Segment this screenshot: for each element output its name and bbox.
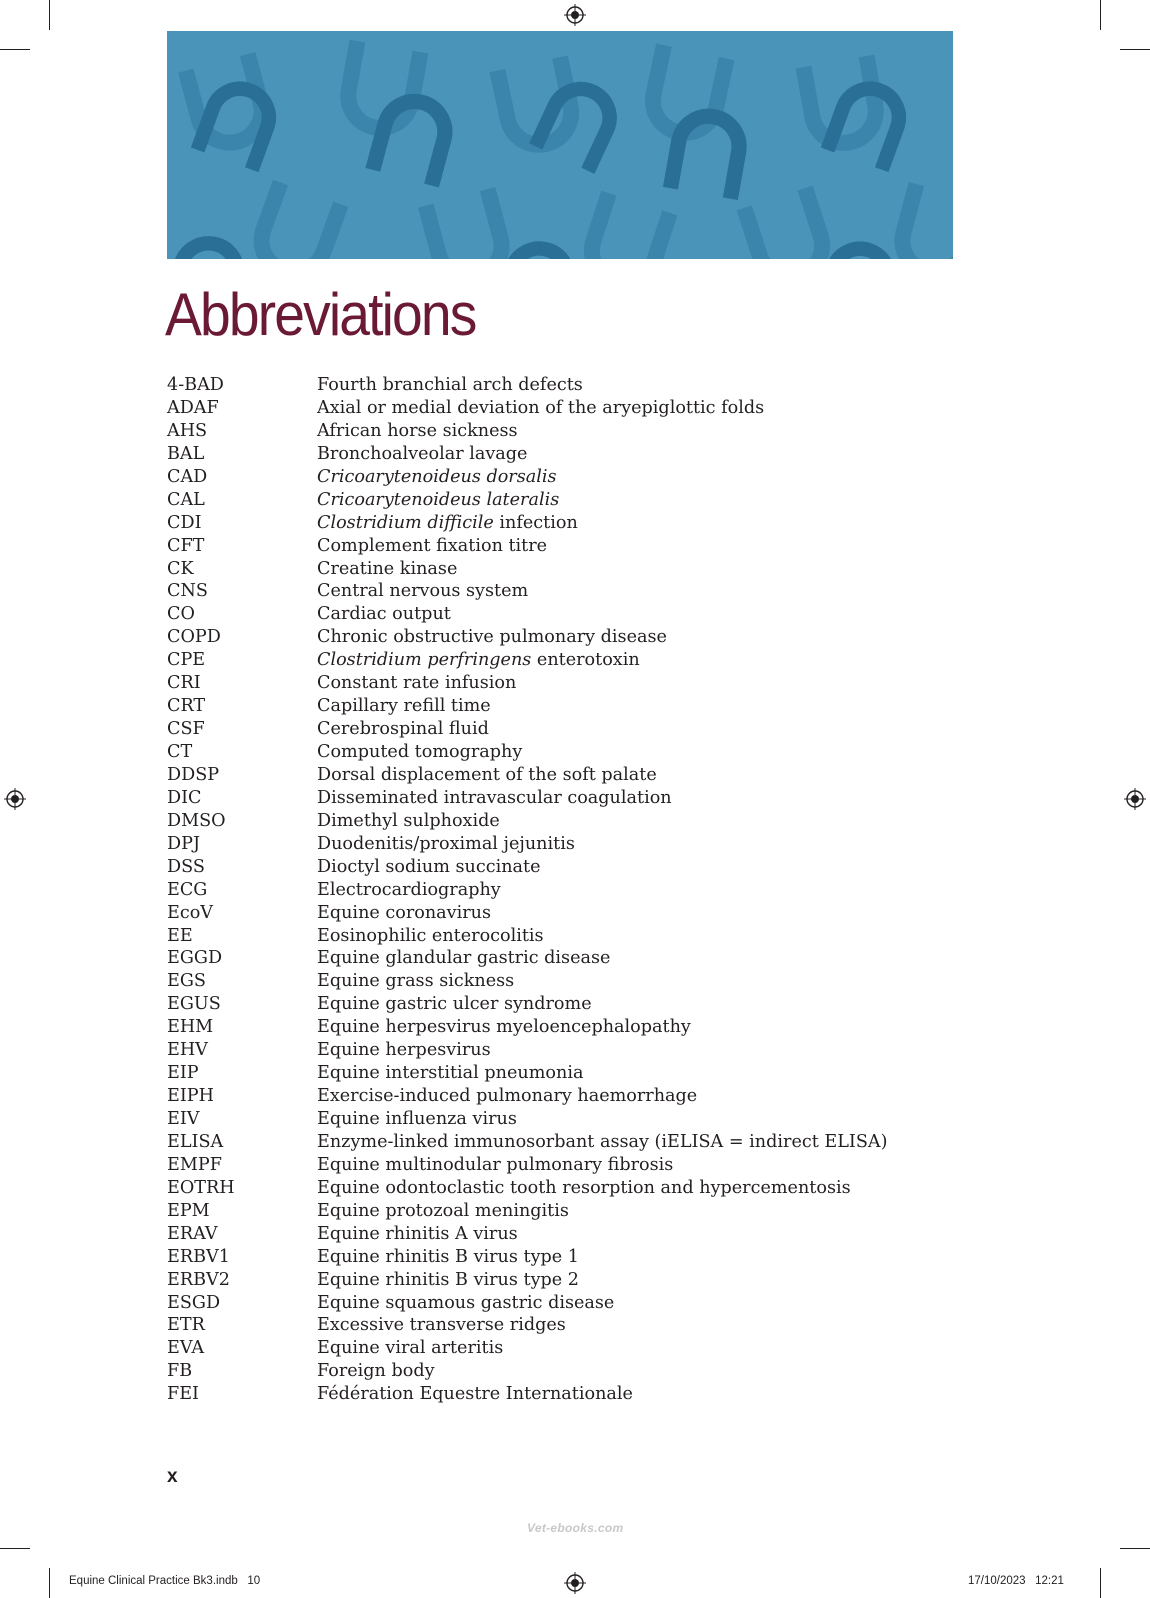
crop-mark xyxy=(49,0,50,30)
abbreviation-term: ERBV2 xyxy=(167,1269,230,1290)
abbreviation-term: DPJ xyxy=(167,833,200,854)
abbreviation-definition-text: Central nervous system xyxy=(317,581,529,602)
abbreviation-row xyxy=(167,1154,967,1177)
abbreviation-row xyxy=(167,1246,967,1269)
abbreviation-term: EIP xyxy=(167,1063,199,1084)
abbreviation-definition xyxy=(317,1108,967,1131)
abbreviation-definition xyxy=(317,1039,967,1062)
abbreviation-definition-text: Electrocardiography xyxy=(317,879,501,900)
abbreviation-row xyxy=(167,1223,967,1246)
slug-file-name: Equine Clinical Practice Bk3.indb 10 xyxy=(69,1575,261,1587)
abbreviation-term: CNS xyxy=(167,581,208,602)
abbreviation-definition-text: Enzyme-linked immunosorbant assay (iELISA = indirect ELISA) xyxy=(317,1131,888,1152)
abbreviation-row xyxy=(167,947,967,970)
abbreviation-definition xyxy=(317,374,967,397)
abbreviation-row xyxy=(167,718,967,741)
abbreviation-term: EVA xyxy=(167,1338,205,1359)
abbreviation-definition-text: Cardiac output xyxy=(317,604,451,625)
horseshoe-pattern-icon xyxy=(167,31,953,259)
abbreviation-row xyxy=(167,466,967,489)
abbreviation-row xyxy=(167,741,967,764)
abbreviation-row xyxy=(167,420,967,443)
abbreviation-definition xyxy=(317,466,967,489)
abbreviation-term: EcoV xyxy=(167,902,213,923)
abbreviation-term: FEI xyxy=(167,1384,200,1405)
abbreviation-definition-text: Dimethyl sulphoxide xyxy=(317,810,500,831)
abbreviation-term: CRT xyxy=(167,696,206,717)
abbreviation-definition xyxy=(317,1246,967,1269)
abbreviation-definition-text: Bronchoalveolar lavage xyxy=(317,443,528,464)
abbreviation-definition xyxy=(317,741,967,764)
abbreviation-definition-text: Equine rhinitis A virus xyxy=(317,1223,518,1244)
abbreviation-definition xyxy=(317,787,967,810)
abbreviation-definition-text: Equine rhinitis B virus type 1 xyxy=(317,1246,579,1267)
abbreviation-row xyxy=(167,1108,967,1131)
abbreviation-definition-text: Equine protozoal meningitis xyxy=(317,1200,569,1221)
abbreviation-row xyxy=(167,1200,967,1223)
abbreviation-row xyxy=(167,1177,967,1200)
abbreviation-definition xyxy=(317,626,967,649)
abbreviation-definition-text: Capillary refill time xyxy=(317,696,491,717)
abbreviation-definition xyxy=(317,970,967,993)
abbreviation-row xyxy=(167,810,967,833)
abbreviation-term: CFT xyxy=(167,535,205,556)
abbreviation-definition-text: Computed tomography xyxy=(317,742,523,762)
abbreviation-definition xyxy=(317,512,967,535)
abbreviation-term: CPE xyxy=(167,650,206,671)
abbreviation-definition xyxy=(317,443,967,466)
abbreviation-row xyxy=(167,787,967,810)
crop-mark xyxy=(1100,1568,1101,1598)
abbreviation-row xyxy=(167,489,967,512)
abbreviation-definition-text: Axial or medial deviation of the aryepiglottic folds xyxy=(317,397,765,418)
abbreviation-definition-text: African horse sickness xyxy=(317,420,518,441)
abbreviation-row xyxy=(167,672,967,695)
abbreviation-term: FB xyxy=(167,1361,193,1382)
abbreviation-term: EIV xyxy=(167,1109,200,1129)
abbreviation-definition-text: Equine multinodular pulmonary fibrosis xyxy=(317,1154,674,1175)
abbreviation-row xyxy=(167,764,967,787)
abbreviation-term: 4-BAD xyxy=(167,375,224,395)
registration-mark-icon xyxy=(4,788,26,810)
abbreviation-term: CAL xyxy=(167,489,205,510)
abbreviation-row xyxy=(167,535,967,558)
abbreviation-term: EHM xyxy=(167,1017,214,1038)
abbreviation-definition xyxy=(317,1177,967,1200)
abbreviation-definition xyxy=(317,1062,967,1085)
abbreviation-definition-text: Cerebrospinal fluid xyxy=(317,719,489,740)
abbreviation-row xyxy=(167,1062,967,1085)
abbreviation-definition xyxy=(317,397,967,420)
abbreviation-term: EHV xyxy=(167,1040,208,1061)
abbreviation-list xyxy=(167,374,967,1406)
crop-mark xyxy=(49,1568,50,1598)
abbreviation-term: ECG xyxy=(167,879,208,900)
abbreviation-term: ERAV xyxy=(167,1223,218,1244)
registration-mark-icon xyxy=(1124,788,1146,810)
abbreviation-row xyxy=(167,970,967,993)
abbreviation-definition-text: Excessive transverse ridges xyxy=(317,1315,566,1336)
abbreviation-definition-italic: Cricoarytenoideus lateralis xyxy=(317,489,560,510)
abbreviation-definition xyxy=(317,879,967,902)
abbreviation-term: DSS xyxy=(167,856,205,877)
abbreviation-term: ADAF xyxy=(167,397,219,418)
abbreviation-row xyxy=(167,1337,967,1360)
abbreviation-term: DDSP xyxy=(167,764,220,785)
abbreviation-definition-text: Equine influenza virus xyxy=(317,1109,517,1129)
abbreviation-definition xyxy=(317,558,967,581)
abbreviation-term: EOTRH xyxy=(167,1177,235,1198)
abbreviation-term: EIPH xyxy=(167,1086,214,1107)
abbreviation-definition-text: Disseminated intravascular coagulation xyxy=(317,787,672,808)
crop-mark xyxy=(1120,1548,1150,1549)
abbreviation-row xyxy=(167,626,967,649)
abbreviation-definition-text: Complement fixation titre xyxy=(317,535,548,556)
abbreviation-definition xyxy=(317,925,967,948)
abbreviation-definition-text: Fourth branchial arch defects xyxy=(317,375,583,395)
abbreviation-term: EGUS xyxy=(167,994,221,1015)
abbreviation-definition xyxy=(317,718,967,741)
abbreviation-row xyxy=(167,443,967,466)
abbreviation-term: CSF xyxy=(167,719,205,740)
abbreviation-term: CRI xyxy=(167,673,201,694)
abbreviation-definition-text: Equine grass sickness xyxy=(317,971,515,992)
abbreviation-definition xyxy=(317,902,967,925)
abbreviation-term: DIC xyxy=(167,787,202,808)
abbreviation-definition xyxy=(317,1223,967,1246)
page-title: Abbreviations xyxy=(165,281,476,348)
abbreviation-definition-text: Equine squamous gastric disease xyxy=(317,1292,615,1313)
abbreviation-definition-text: Chronic obstructive pulmonary disease xyxy=(317,627,667,648)
abbreviation-row xyxy=(167,374,967,397)
abbreviation-definition-text: Dioctyl sodium succinate xyxy=(317,856,541,877)
abbreviation-term: EGGD xyxy=(167,948,223,969)
abbreviation-row xyxy=(167,1016,967,1039)
abbreviation-definition xyxy=(317,856,967,879)
abbreviation-row xyxy=(167,1383,967,1406)
abbreviation-row xyxy=(167,580,967,603)
abbreviation-definition xyxy=(317,420,967,443)
abbreviation-row xyxy=(167,1269,967,1292)
abbreviation-definition-text: Exercise-induced pulmonary haemorrhage xyxy=(317,1086,698,1107)
abbreviation-term: BAL xyxy=(167,443,205,464)
abbreviation-definition xyxy=(317,810,967,833)
abbreviation-definition xyxy=(317,1292,967,1315)
slug-date: 17/10/2023 12:21 xyxy=(968,1575,1064,1587)
abbreviation-term: CDI xyxy=(167,512,202,533)
page-number: x xyxy=(167,1466,178,1487)
abbreviation-definition xyxy=(317,603,967,626)
abbreviation-definition xyxy=(317,649,967,672)
registration-mark-icon xyxy=(564,1572,586,1594)
abbreviation-row xyxy=(167,1360,967,1383)
abbreviation-definition xyxy=(317,1085,967,1108)
abbreviation-term: ELISA xyxy=(167,1131,224,1152)
abbreviation-definition xyxy=(317,1337,967,1360)
crop-mark xyxy=(1100,0,1101,30)
abbreviation-row xyxy=(167,649,967,672)
watermark-logo: Vet-ebooks.com xyxy=(527,1521,624,1535)
abbreviation-definition-text: Equine herpesvirus myeloencephalopathy xyxy=(317,1017,691,1038)
abbreviation-row xyxy=(167,695,967,718)
abbreviation-row xyxy=(167,856,967,879)
abbreviation-term: EMPF xyxy=(167,1154,222,1175)
abbreviation-row xyxy=(167,558,967,581)
abbreviation-definition xyxy=(317,1360,967,1383)
abbreviation-row xyxy=(167,833,967,856)
abbreviation-definition xyxy=(317,535,967,558)
abbreviation-term: COPD xyxy=(167,627,221,648)
abbreviation-definition-text: Constant rate infusion xyxy=(317,673,517,694)
abbreviation-row xyxy=(167,1085,967,1108)
abbreviation-row xyxy=(167,902,967,925)
abbreviation-definition xyxy=(317,833,967,856)
abbreviation-definition-text: Dorsal displacement of the soft palate xyxy=(317,764,657,785)
abbreviation-definition-text: Equine viral arteritis xyxy=(317,1338,504,1359)
crop-mark xyxy=(0,49,30,50)
abbreviation-definition xyxy=(317,1200,967,1223)
abbreviation-definition xyxy=(317,489,967,512)
abbreviation-term: DMSO xyxy=(167,810,226,831)
abbreviation-definition xyxy=(317,947,967,970)
abbreviation-definition-text: Equine herpesvirus xyxy=(317,1040,491,1061)
abbreviation-row xyxy=(167,603,967,626)
abbreviation-definition-text: Foreign body xyxy=(317,1361,435,1382)
abbreviation-definition xyxy=(317,695,967,718)
registration-mark-icon xyxy=(564,4,586,26)
abbreviation-definition xyxy=(317,1154,967,1177)
abbreviation-row xyxy=(167,1314,967,1337)
abbreviation-definition xyxy=(317,1383,967,1406)
abbreviation-definition-text: Creatine kinase xyxy=(317,558,458,579)
abbreviation-definition-italic: Cricoarytenoideus dorsalis xyxy=(317,466,557,487)
abbreviation-definition xyxy=(317,1016,967,1039)
abbreviation-definition-text: Fédération Equestre Internationale xyxy=(317,1384,633,1405)
abbreviation-term: ESGD xyxy=(167,1292,221,1313)
abbreviation-row xyxy=(167,925,967,948)
abbreviation-definition-italic: Clostridium perfringens xyxy=(317,650,532,671)
abbreviation-term: CO xyxy=(167,604,195,625)
abbreviation-definition-text: Equine odontoclastic tooth resorption and hypercementosis xyxy=(317,1177,851,1198)
abbreviation-term: AHS xyxy=(167,420,208,441)
abbreviation-term: EGS xyxy=(167,971,206,992)
abbreviation-row xyxy=(167,1292,967,1315)
abbreviation-term: EPM xyxy=(167,1200,210,1221)
abbreviation-row xyxy=(167,512,967,535)
abbreviation-definition xyxy=(317,1131,967,1154)
abbreviation-row xyxy=(167,879,967,902)
abbreviation-row xyxy=(167,397,967,420)
abbreviation-definition xyxy=(317,764,967,787)
abbreviation-row xyxy=(167,993,967,1016)
abbreviation-definition-text: Eosinophilic enterocolitis xyxy=(317,925,544,946)
abbreviation-term: CAD xyxy=(167,466,208,487)
abbreviation-definition xyxy=(317,672,967,695)
abbreviation-term: ERBV1 xyxy=(167,1246,230,1267)
abbreviation-row xyxy=(167,1131,967,1154)
abbreviation-term: ETR xyxy=(167,1315,205,1336)
abbreviation-term: EE xyxy=(167,925,193,946)
abbreviation-definition-text: infection xyxy=(493,512,578,533)
abbreviation-definition xyxy=(317,993,967,1016)
abbreviation-definition-text: Equine gastric ulcer syndrome xyxy=(317,994,592,1015)
abbreviation-definition-text: Equine coronavirus xyxy=(317,902,492,923)
abbreviation-definition-text: enterotoxin xyxy=(531,650,640,671)
abbreviation-definition-text: Duodenitis/proximal jejunitis xyxy=(317,833,575,854)
crop-mark xyxy=(1120,49,1150,50)
abbreviation-definition xyxy=(317,1314,967,1337)
crop-mark xyxy=(0,1548,30,1549)
abbreviation-definition-text: Equine rhinitis B virus type 2 xyxy=(317,1269,579,1290)
horseshoe-banner xyxy=(167,31,953,259)
abbreviation-definition xyxy=(317,580,967,603)
abbreviation-term: CK xyxy=(167,558,194,579)
abbreviation-definition xyxy=(317,1269,967,1292)
abbreviation-row xyxy=(167,1039,967,1062)
abbreviation-definition-text: Equine glandular gastric disease xyxy=(317,948,611,969)
abbreviation-definition-italic: Clostridium difficile xyxy=(317,512,494,533)
abbreviation-definition-text: Equine interstitial pneumonia xyxy=(317,1063,584,1084)
abbreviation-term: CT xyxy=(167,742,193,762)
